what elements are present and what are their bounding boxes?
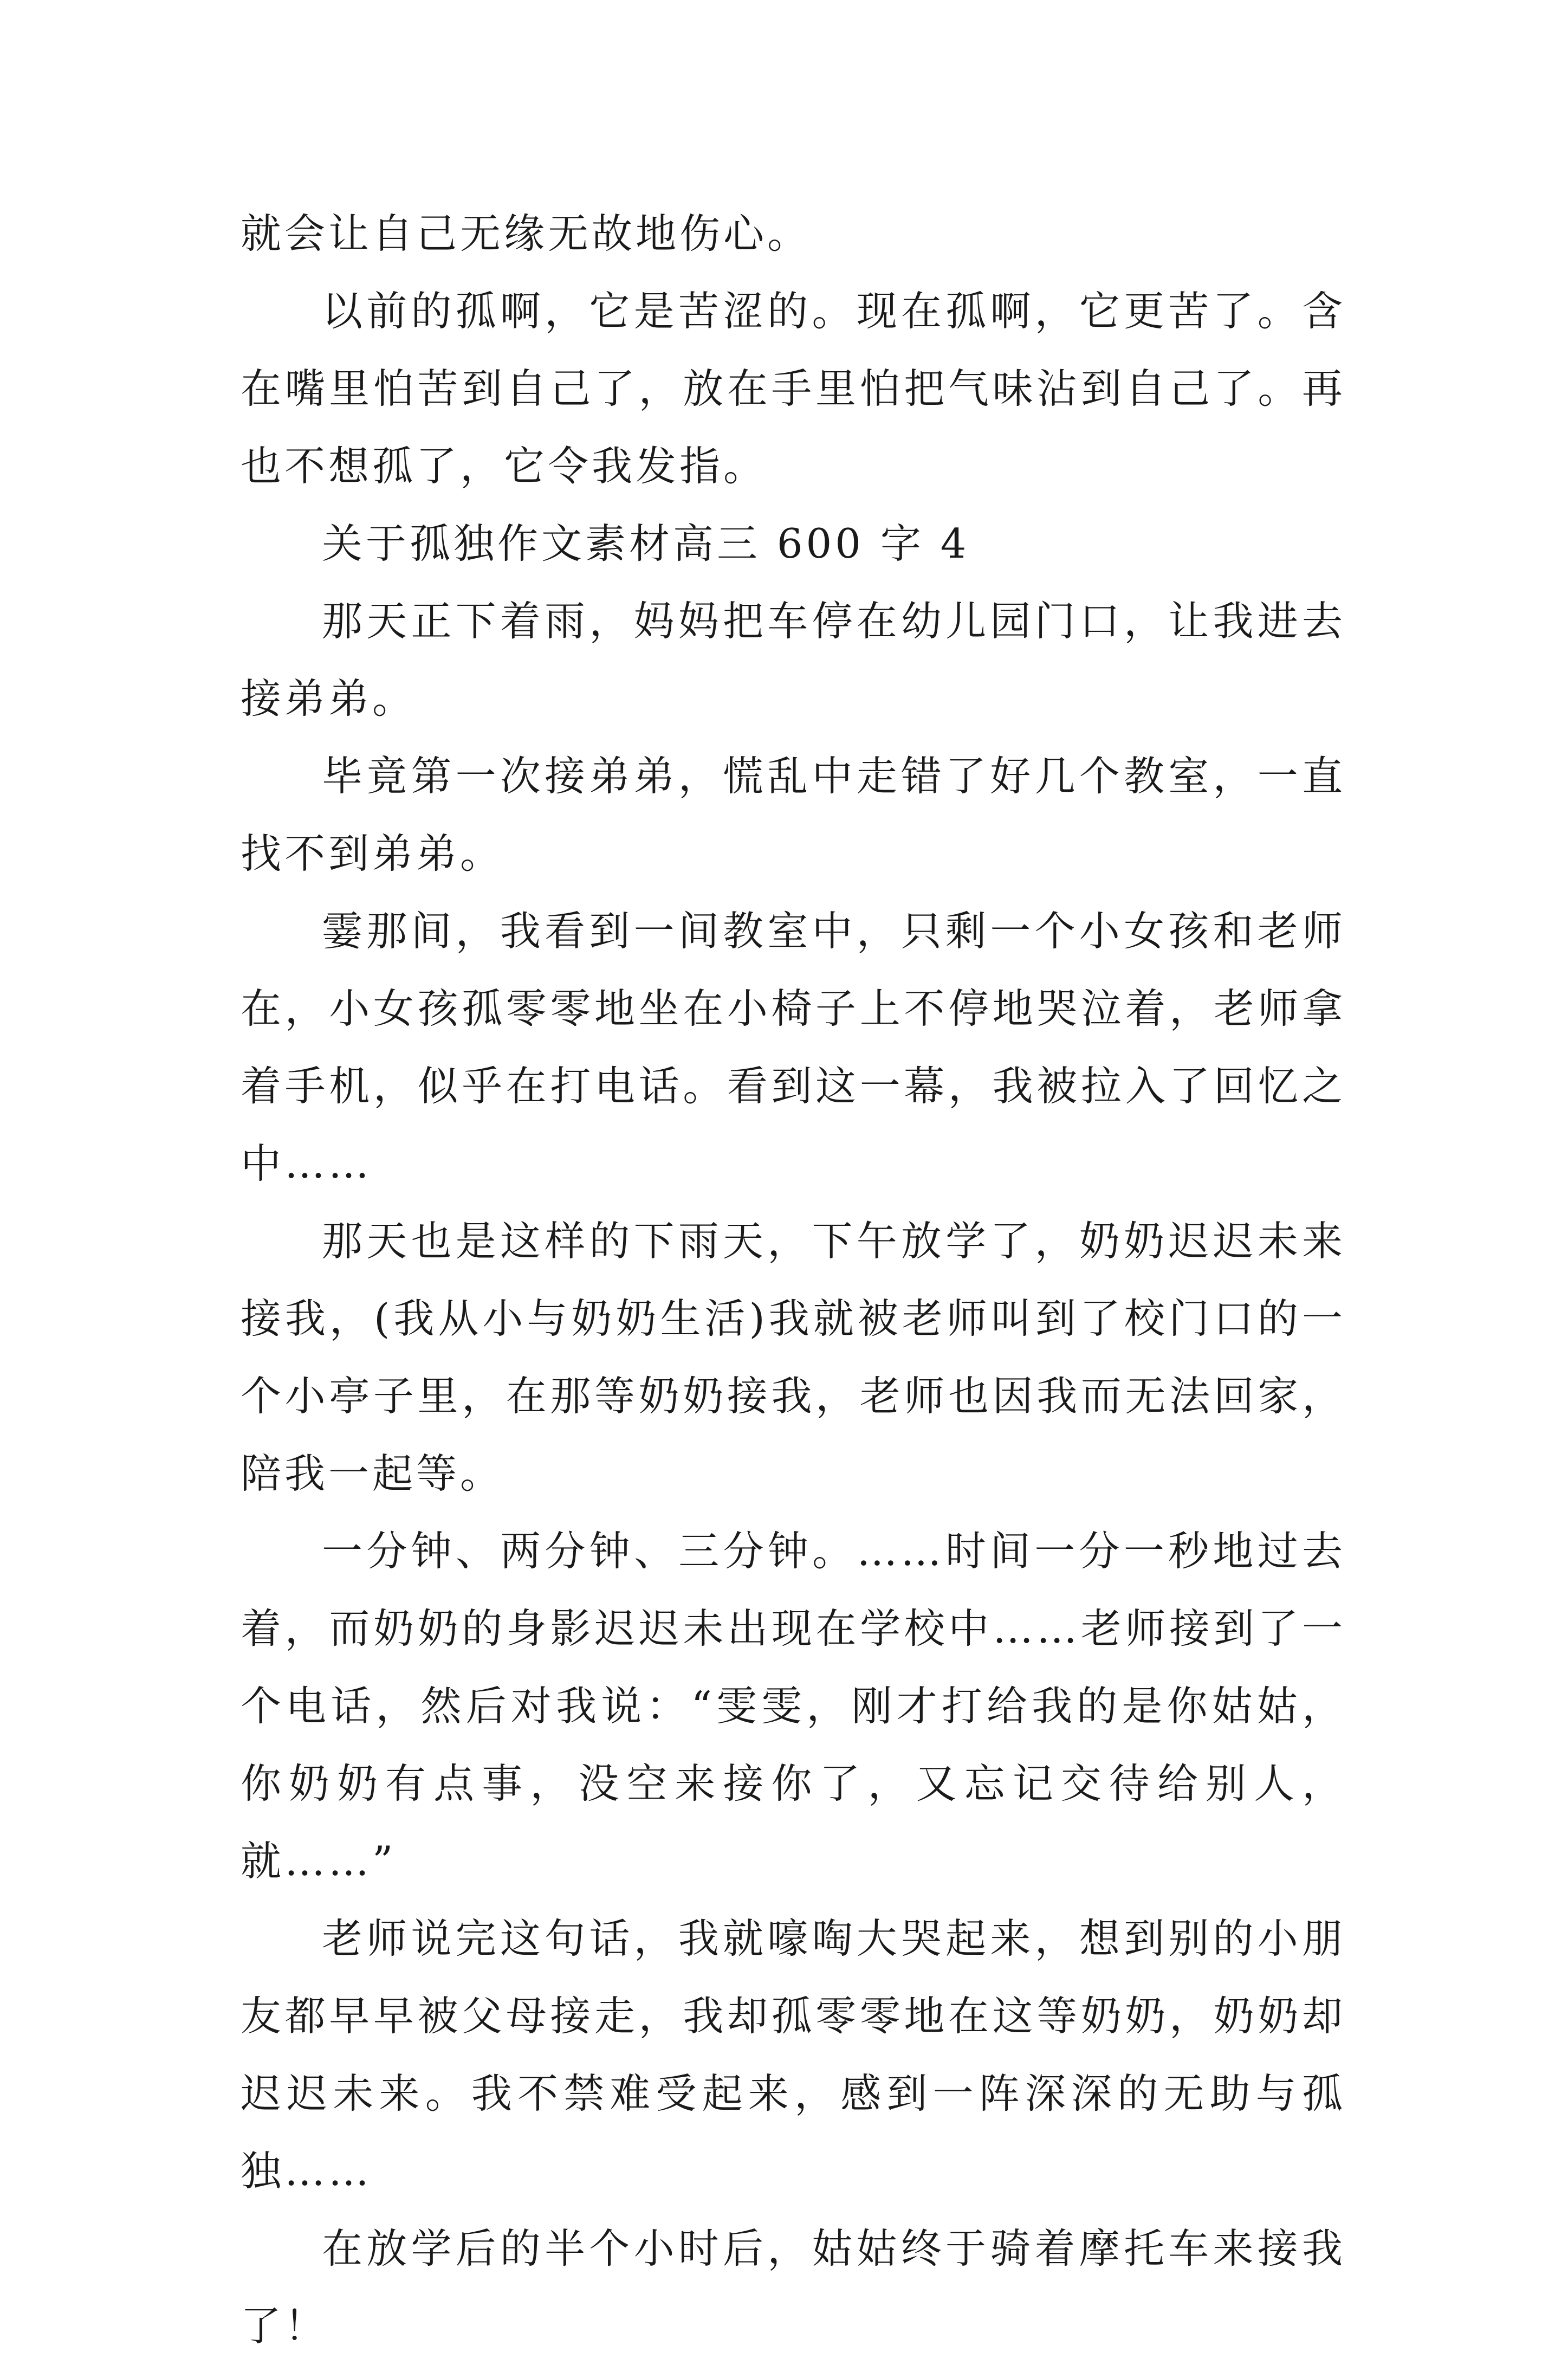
paragraph-1: 就会让自己无缘无故地伤心。	[241, 210, 812, 257]
paragraph-5: 毕竟第一次接弟弟，慌乱中走错了好几个教室，一直找不到弟弟。	[241, 752, 1346, 877]
paragraph-9: 老师说完这句话，我就嚎啕大哭起来，想到别的小朋友都早早被父母接走，我却孤零零地在这等奶奶，奶奶却迟迟未来。我不禁难受起来，感到一阵深深的无助与孤独……	[241, 1915, 1346, 2195]
essay-body	[241, 195, 1346, 2365]
paragraph-4: 那天正下着雨，妈妈把车停在幼儿园门口，让我进去接弟弟。	[241, 597, 1346, 722]
paragraph-7: 那天也是这样的下雨天，下午放学了，奶奶迟迟未来接我，(我从小与奶奶生活)我就被老师叫到了校门口的一个小亭子里，在那等奶奶接我，老师也因我而无法回家，陪我一起等。	[241, 1217, 1346, 1497]
paragraph-8: 一分钟、两分钟、三分钟。……时间一分一秒地过去着，而奶奶的身影迟迟未出现在学校中……老师接到了一个电话，然后对我说：“雯雯，刚才打给我的是你姑姑，你奶奶有点事，没空来接你了，又忘记交待给别人，就……”	[241, 1527, 1346, 1885]
paragraph-6: 霎那间，我看到一间教室中，只剩一个小女孩和老师在，小女孩孤零零地坐在小椅子上不停地哭泣着，老师拿着手机，似乎在打电话。看到这一幕，我被拉入了回忆之中……	[241, 907, 1346, 1187]
section-heading: 关于孤独作文素材高三 600 字 4	[322, 520, 970, 567]
paragraph-10: 在放学后的半个小时后，姑姑终于骑着摩托车来接我了！	[241, 2225, 1346, 2350]
paragraph-2: 以前的孤啊，它是苦涩的。现在孤啊，它更苦了。含在嘴里怕苦到自己了，放在手里怕把气味沾到自己了。再也不想孤了，它令我发指。	[241, 287, 1346, 490]
